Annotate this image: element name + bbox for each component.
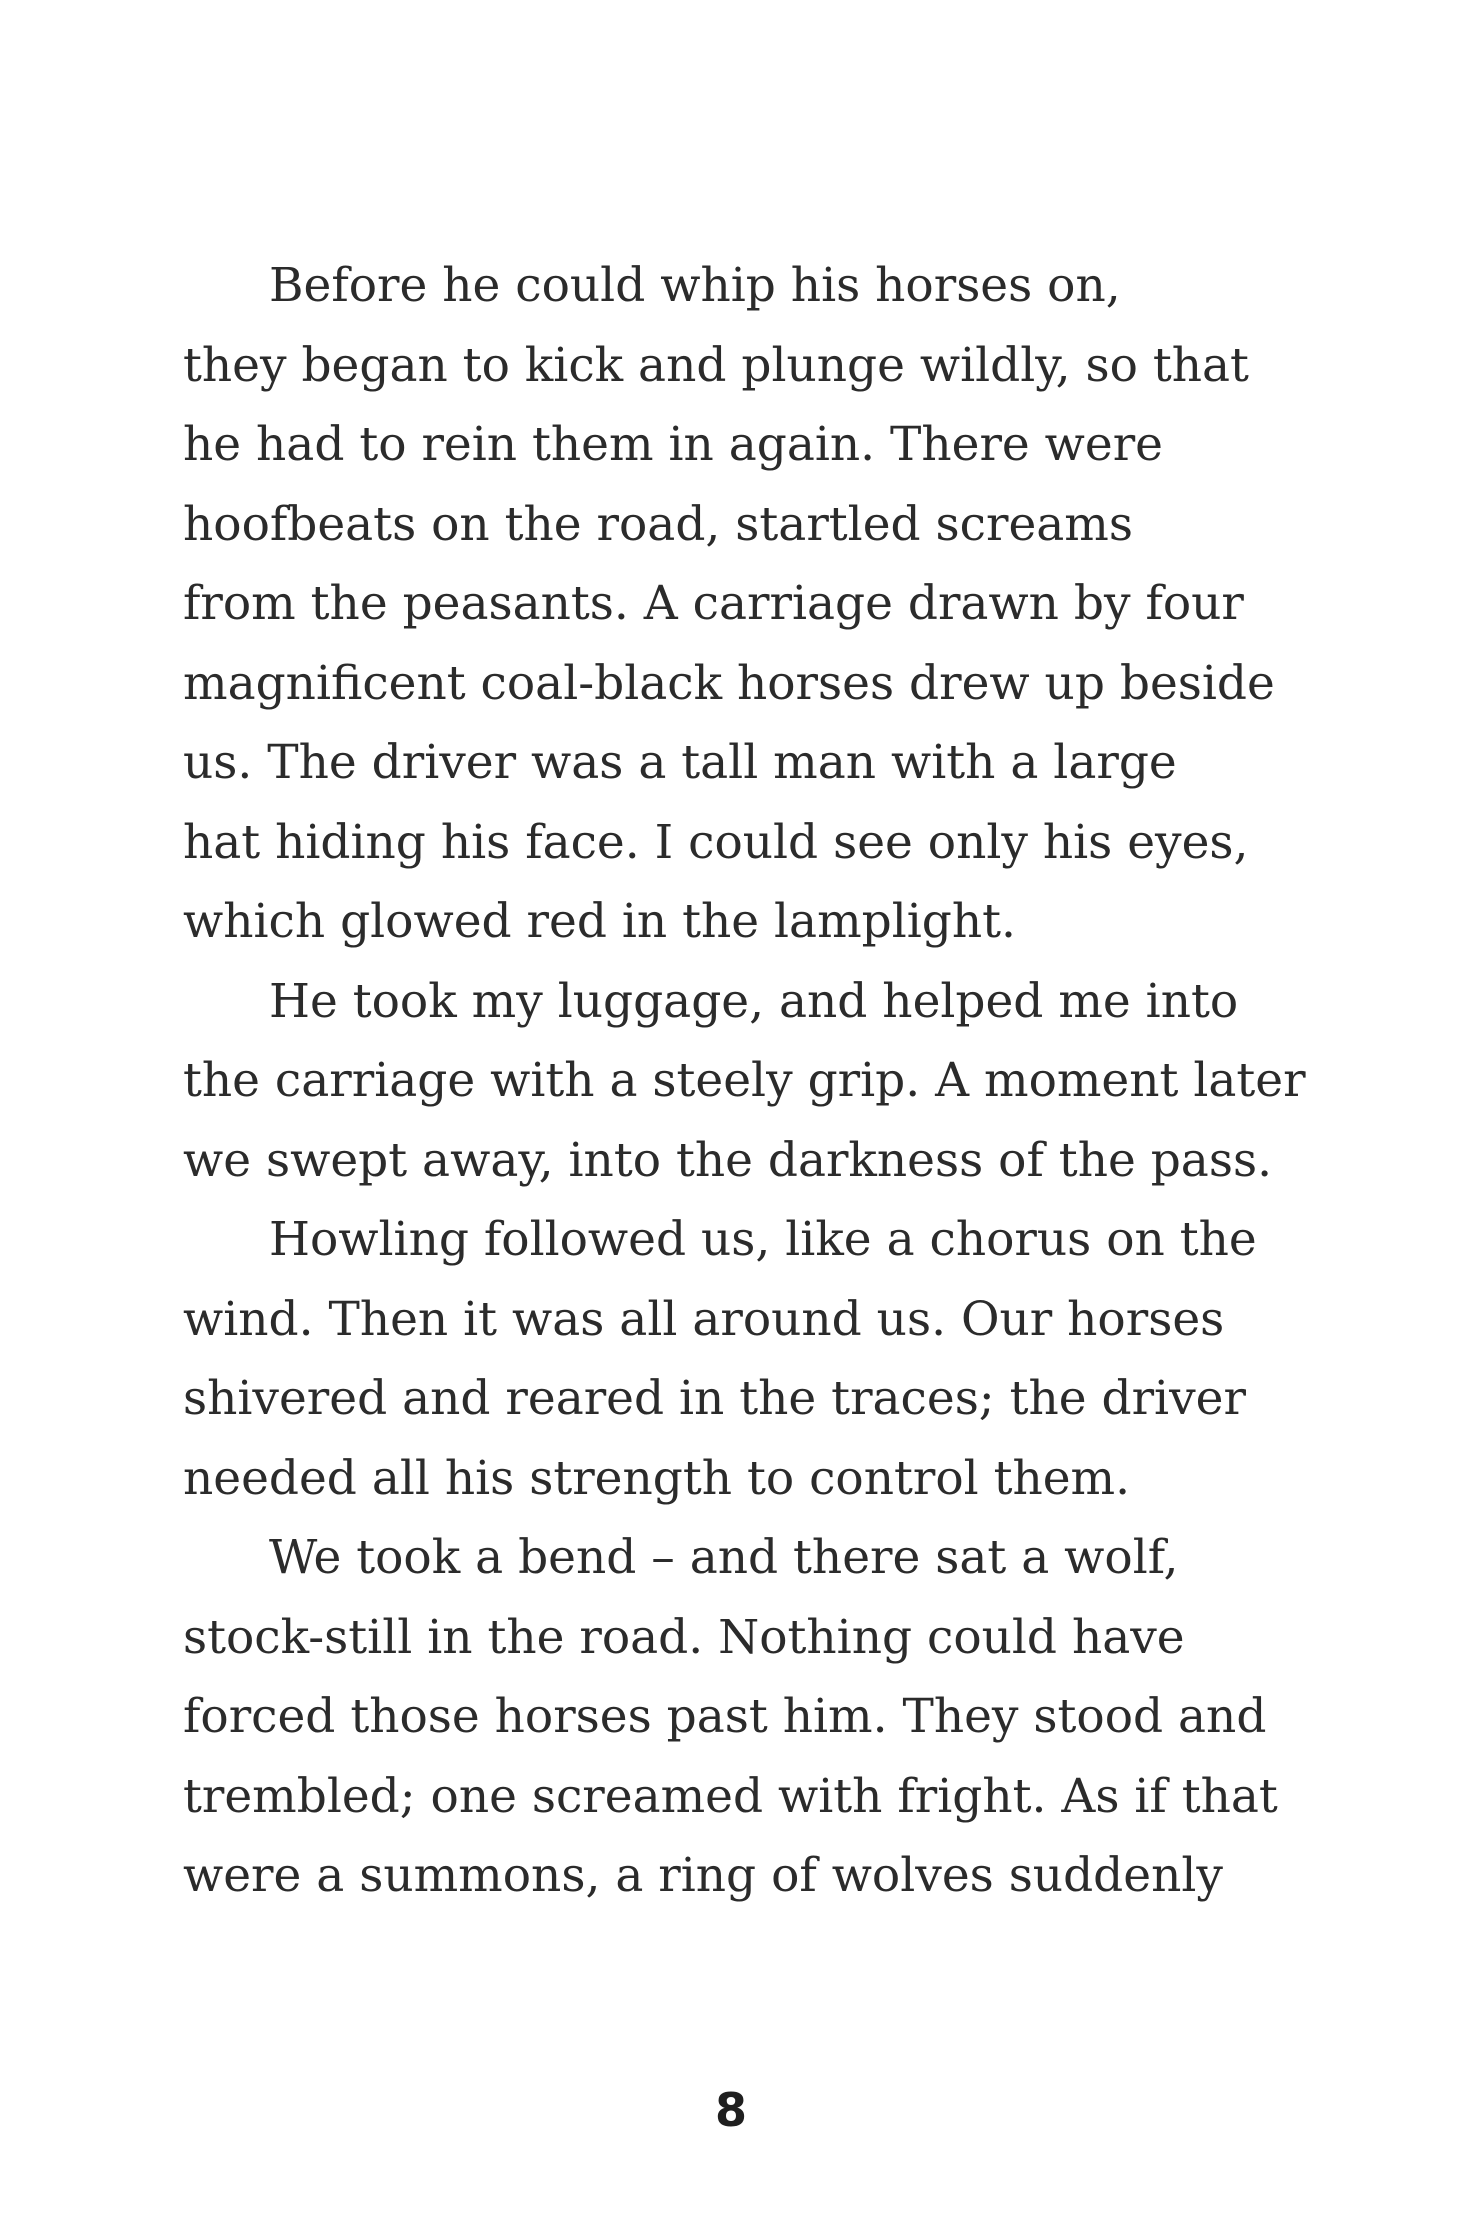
text-line: the carriage with a steely grip. A moment later — [183, 1053, 1306, 1108]
page-number: 8 — [714, 2083, 747, 2137]
text-line: He took my luggage, and helped me into — [269, 973, 1239, 1029]
text-line: we swept away, into the darkness of the pass. — [183, 1132, 1273, 1188]
paragraph — [183, 1200, 1273, 1518]
text-line: stock-still in the road. Nothing could have — [183, 1609, 1185, 1665]
text-line: shivered and reared in the traces; the driver — [183, 1371, 1246, 1426]
text-line: hoofbeats on the road, startled screams — [183, 496, 1133, 552]
text-line: he had to rein them in again. There were — [183, 417, 1164, 472]
text-line: hat hiding his face. I could see only his eyes, — [183, 814, 1249, 870]
text-line: magnificent coal-black horses drew up beside — [183, 655, 1275, 711]
paragraph — [183, 246, 1273, 962]
text-line: We took a bend – and there sat a wolf, — [269, 1530, 1179, 1585]
paragraph — [183, 962, 1306, 1201]
text-line: trembled; one screamed with fright. As if that — [183, 1768, 1278, 1824]
body-text — [183, 246, 1306, 1916]
text-line: they began to kick and plunge wildly, so that — [183, 337, 1249, 393]
text-line: which glowed red in the lamplight. — [183, 894, 1016, 949]
text-line: were a summons, a ring of wolves suddenly — [183, 1848, 1223, 1903]
text-line: from the peasants. A carriage drawn by four — [183, 576, 1244, 631]
text-line: Howling followed us, like a chorus on the — [269, 1212, 1257, 1267]
text-line: us. The driver was a tall man with a large — [183, 735, 1177, 790]
text-line: Before he could whip his horses on, — [269, 258, 1121, 313]
paragraph — [183, 1518, 1278, 1916]
text-line: forced those horses past him. They stood and — [183, 1689, 1267, 1744]
text-line: needed all his strength to control them. — [183, 1450, 1131, 1506]
text-line: wind. Then it was all around us. Our horses — [183, 1291, 1225, 1347]
